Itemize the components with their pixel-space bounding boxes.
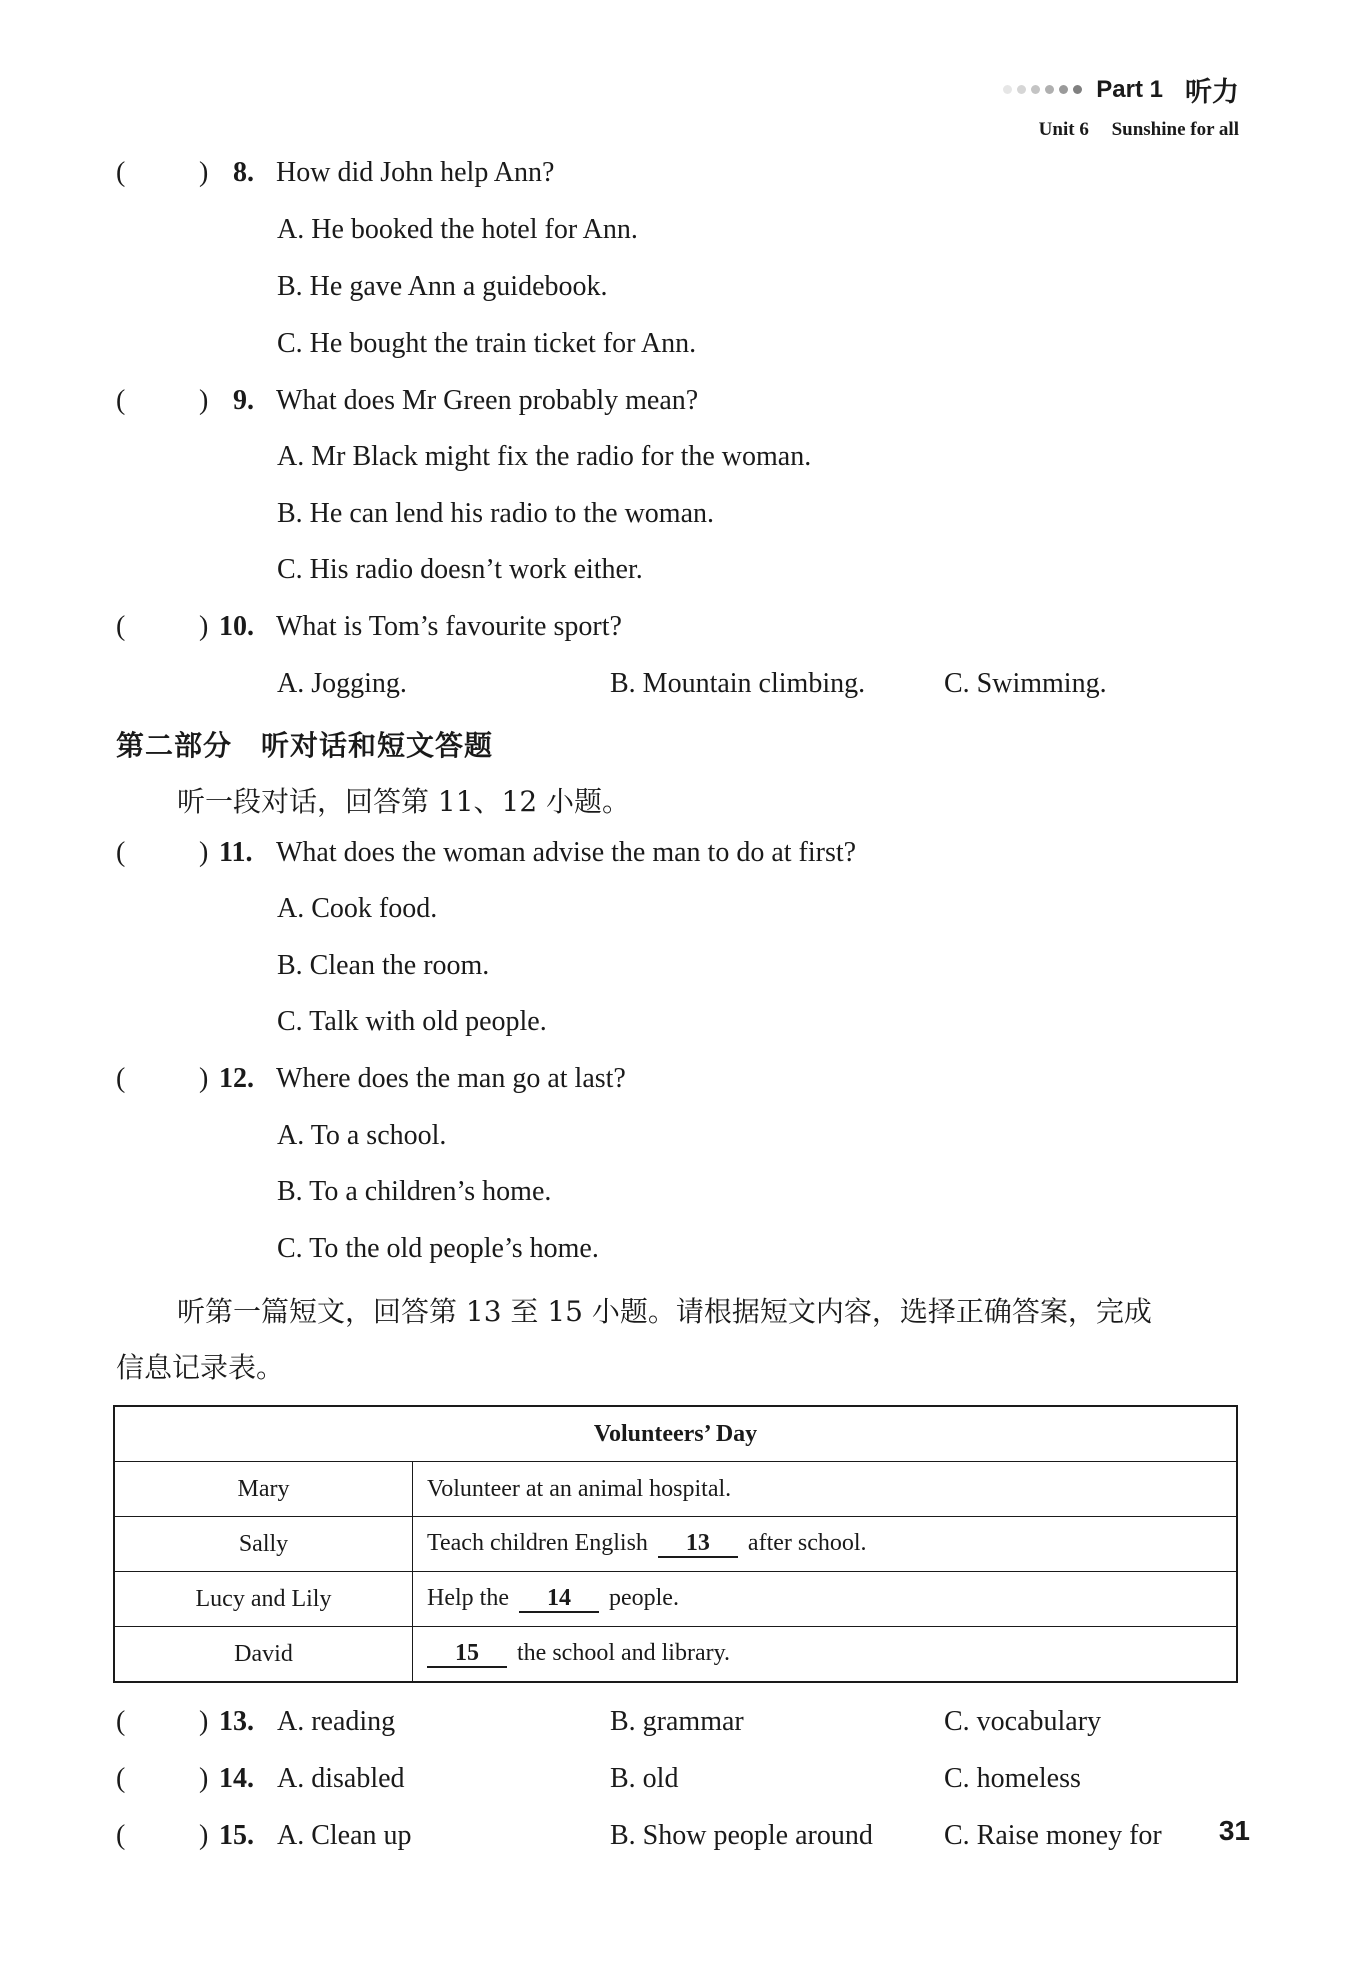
answer-paren-close: ) — [199, 385, 209, 416]
volunteer-name: David — [114, 1627, 413, 1683]
option-c: C. vocabulary — [944, 1706, 1102, 1737]
option-b: B. Mountain climbing. — [610, 668, 866, 699]
question-text: What does the woman advise the man to do at first? — [276, 837, 857, 868]
option-c: C. His radio doesn’t work either. — [277, 554, 643, 585]
question-number: 12. — [219, 1063, 254, 1094]
activity-text: the school and library. — [517, 1640, 731, 1666]
dot-icon — [1073, 85, 1082, 94]
option-a: A. Mr Black might fix the radio for the woman. — [277, 441, 812, 472]
question-number: 9. — [233, 385, 254, 416]
option-b: B. Clean the room. — [277, 950, 490, 981]
volunteer-activity — [413, 1572, 1238, 1627]
dot-icon — [1059, 85, 1068, 94]
answer-blank: 15 — [427, 1640, 507, 1668]
option-c: C. Swimming. — [944, 668, 1107, 699]
answer-paren-open: ( — [116, 1706, 126, 1737]
volunteer-name: Sally — [114, 1517, 413, 1572]
dot-icon — [1031, 85, 1040, 94]
answer-paren-open: ( — [116, 1063, 126, 1094]
volunteers-table — [113, 1405, 1238, 1683]
option-b: B. grammar — [610, 1706, 744, 1737]
activity-text: people. — [608, 1585, 679, 1611]
question-number: 14. — [219, 1763, 254, 1794]
answer-blank: 14 — [519, 1585, 599, 1613]
answer-paren-open: ( — [116, 1820, 126, 1851]
page-number: 31 — [1218, 1815, 1250, 1846]
answer-paren-close: ) — [199, 611, 209, 642]
part-label: Part 1 — [1096, 75, 1163, 103]
option-a: A. Clean up — [277, 1820, 412, 1851]
activity-text: Help the — [427, 1585, 509, 1611]
option-c: C. Talk with old people. — [277, 1006, 547, 1037]
question-number: 13. — [219, 1706, 254, 1737]
answer-paren-close: ) — [199, 837, 209, 868]
decorative-dots — [1003, 85, 1082, 94]
table-row — [114, 1517, 1237, 1572]
option-b: B. old — [610, 1763, 679, 1794]
answer-paren-close: ) — [199, 1063, 209, 1094]
answer-paren-open: ( — [116, 837, 126, 868]
section-title: 第二部分 听对话和短文答题 — [116, 729, 494, 762]
activity-text: Teach children English — [427, 1530, 648, 1556]
option-a: A. To a school. — [277, 1120, 447, 1151]
volunteer-activity — [413, 1627, 1238, 1683]
page-header — [1003, 70, 1239, 141]
option-a: A. Jogging. — [277, 668, 407, 699]
dot-icon — [1045, 85, 1054, 94]
question-text: What is Tom’s favourite sport? — [276, 611, 622, 642]
table-row — [114, 1462, 1237, 1517]
answer-paren-close: ) — [199, 157, 209, 188]
answer-paren-close: ) — [199, 1820, 209, 1851]
question-number: 10. — [219, 611, 254, 642]
instruction: 信息记录表。 — [116, 1351, 285, 1384]
table-row — [114, 1627, 1237, 1683]
question-number: 15. — [219, 1820, 254, 1851]
answer-paren-close: ) — [199, 1763, 209, 1794]
volunteer-activity — [413, 1517, 1238, 1572]
option-c: C. homeless — [944, 1763, 1081, 1794]
option-b: B. Show people around — [610, 1820, 873, 1851]
answer-paren-close: ) — [199, 1706, 209, 1737]
unit-label: Unit 6 — [1038, 119, 1089, 140]
question-text: Where does the man go at last? — [276, 1063, 626, 1094]
question-text: How did John help Ann? — [276, 157, 555, 188]
volunteer-activity — [413, 1462, 1238, 1517]
option-a: A. Cook food. — [277, 893, 438, 924]
answer-paren-open: ( — [116, 1763, 126, 1794]
option-a: A. disabled — [277, 1763, 405, 1794]
option-b: B. To a children’s home. — [277, 1176, 552, 1207]
option-b: B. He gave Ann a guidebook. — [277, 271, 608, 302]
answer-paren-open: ( — [116, 157, 126, 188]
table-title: Volunteers’ Day — [114, 1406, 1237, 1462]
question-number: 8. — [233, 157, 254, 188]
answer-paren-open: ( — [116, 385, 126, 416]
answer-blank: 13 — [658, 1530, 738, 1558]
volunteer-name: Mary — [114, 1462, 413, 1517]
activity-text: Volunteer at an animal hospital. — [427, 1475, 732, 1502]
dot-icon — [1017, 85, 1026, 94]
part-label-cn: 听力 — [1185, 77, 1239, 107]
option-a: A. He booked the hotel for Ann. — [277, 214, 638, 245]
option-c: C. Raise money for — [944, 1820, 1162, 1851]
instruction: 听一段对话，回答第 11、12 小题。 — [177, 785, 631, 818]
instruction: 听第一篇短文，回答第 13 至 15 小题。请根据短文内容，选择正确答案，完成 — [177, 1295, 1152, 1328]
volunteer-name: Lucy and Lily — [114, 1572, 413, 1627]
option-a: A. reading — [277, 1706, 396, 1737]
activity-text: after school. — [747, 1530, 867, 1556]
option-c: C. He bought the train ticket for Ann. — [277, 328, 697, 359]
option-c: C. To the old people’s home. — [277, 1233, 599, 1264]
question-number: 11. — [219, 837, 253, 868]
answer-paren-open: ( — [116, 611, 126, 642]
table-row — [114, 1572, 1237, 1627]
dot-icon — [1003, 85, 1012, 94]
unit-title: Sunshine for all — [1111, 119, 1239, 140]
question-text: What does Mr Green probably mean? — [276, 385, 699, 416]
option-b: B. He can lend his radio to the woman. — [277, 498, 715, 529]
